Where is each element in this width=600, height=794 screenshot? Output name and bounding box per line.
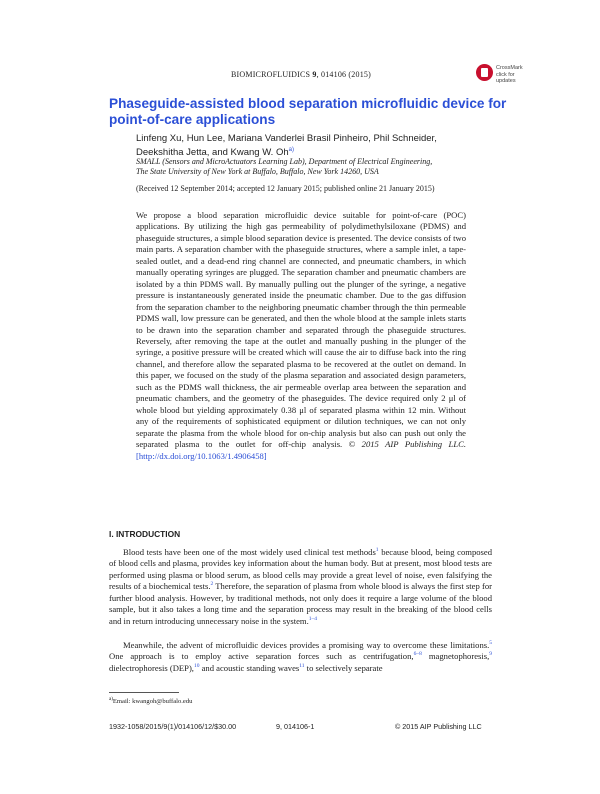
- text-run: dielectrophoresis (DEP),: [109, 662, 194, 673]
- crossmark-label: CrossMark: [496, 65, 523, 71]
- section-heading: I. INTRODUCTION: [109, 529, 181, 539]
- crossmark-sublabel: click for updates: [496, 71, 516, 84]
- crossmark-badge[interactable]: [476, 62, 534, 84]
- author-list: [136, 133, 486, 158]
- authors-line-2: Deekshitha Jetta, and Kwang W. Oh: [136, 146, 289, 158]
- text-run: Therefore, the separation of plasma from whole blood is always the first step for further blood analysis. However, by traditional methods, not only does it require a large volume of the blood sample, but it also takes a long time and the separation process may result in the breaking of the blood cells and in return introducing unnecessary noise in the system.: [109, 581, 492, 626]
- article-title: Phaseguide-assisted blood separation microfluidic device for point-of-care applications: [109, 96, 507, 127]
- text-run: Meanwhile, the advent of microfluidic devices provides a promising way to overcome these limitations.: [123, 640, 490, 650]
- crossmark-icon: [476, 64, 493, 81]
- text-run: magnetophoresis,: [421, 651, 490, 662]
- journal-header: [231, 70, 371, 79]
- citation-link[interactable]: 11: [299, 663, 305, 670]
- abstract-copyright: © 2015 AIP Publishing LLC.: [348, 439, 466, 450]
- journal-volume: 9: [312, 70, 317, 79]
- footer-copyright: © 2015 AIP Publishing LLC: [395, 722, 482, 731]
- received-dates: (Received 12 September 2014; accepted 12 January 2015; published online 21 January 2015): [136, 184, 435, 193]
- citation-link[interactable]: 6–8: [413, 651, 422, 658]
- intro-paragraph-2: [109, 640, 492, 674]
- footer-page-number: 9, 014106-1: [276, 722, 315, 731]
- footnote-email[interactable]: Email: kwangoh@buffalo.edu: [112, 698, 193, 706]
- text-run: One approach is to employ active separation forces such as centrifugation,: [109, 651, 414, 662]
- intro-paragraph-1: [109, 547, 492, 627]
- footnote: [109, 697, 192, 705]
- article-number: , 014106 (2015): [316, 70, 371, 79]
- journal-name: BIOMICROFLUIDICS: [231, 70, 311, 79]
- text-run: to selectively separate: [304, 662, 383, 673]
- citation-link[interactable]: 5: [489, 640, 492, 647]
- text-run: Blood tests have been one of the most widely used clinical test methods: [123, 547, 376, 557]
- footnote-divider: [109, 692, 179, 693]
- citation-link[interactable]: 1: [375, 547, 379, 554]
- author-footnote-link[interactable]: a): [288, 146, 294, 153]
- citation-link[interactable]: 1–4: [308, 615, 318, 622]
- citation-link[interactable]: 10: [193, 663, 200, 670]
- abstract: [136, 210, 466, 462]
- authors-line-1: Linfeng Xu, Hun Lee, Mariana Vanderlei Brasil Pinheiro, Phil Schneider,: [136, 133, 437, 144]
- abstract-text: We propose a blood separation microfluidic device suitable for point-of-care (POC) applications. By utilizing the high gas permeability of polydimethylsiloxane (PDMS) and phaseguide structures, a simple blood separation device is presented. The device consists of two main parts. A separation chamber with the phaseguide structures, where a sample inlet, a tape-sealed outlet, and a dead-end ring channel are connected, and pneumatic chambers, in which manually operating syringes are plugged. The separation chamber and pneumatic chambers are isolated by a thin PDMS wall. By manually pulling out the plunger of the syringe, a negative pressure is instantaneously generated inside the pneumatic chamber. Due to the gas diffusion from the separation chamber to the neighboring pneumatic chamber through the thin permeable PDMS wall, low pressure can be generated, and then the whole blood at the sample inlets starts to be drawn into the separation chamber and separated through the phaseguide structures. Reversely, after removing the tape at the outlet and manually pushing in the plunger of the syringe, a positive pressure will be created which will cause the air to diffuse back into the ring channel, and therefore allow the separated plasma to be recovered at the outlet on demand. In this paper, we focused on the study of the plasma separation and associated design parameters, such as the PDMS wall thickness, the air permeable overlap area between the separation and pneumatic chambers, and the geometry of the phaseguides. The device required only 2 μl of whole blood but yielding approximately 0.38 μl of separated plasma within 12 min. Without any of the requirements of sophisticated equipment or dilution techniques, we can not only separate the plasma from the whole blood for on-chip analysis but also can push out only the separated plasma to the outlet for off-chip analysis.: [136, 210, 466, 450]
- footer-issn: 1932-1058/2015/9(1)/014106/12/$30.00: [109, 722, 237, 731]
- affiliation: [136, 157, 486, 177]
- citation-link[interactable]: 9: [489, 651, 492, 658]
- text-run: and acoustic standing waves: [199, 662, 300, 673]
- footnote-marker: a): [109, 697, 113, 702]
- text-run: because blood, being composed of blood cells and plasma, provides key information about the human body. But at present, most blood tests are performed using plasma or blood serum, as blood cells may provide a great level of noise, even falsifying the results of a biochemical tests.: [109, 547, 493, 592]
- affiliation-line-2: The State University of New York at Buffalo, Buffalo, New York 14260, USA: [136, 167, 379, 176]
- affiliation-line-1: SMALL (Sensors and MicroActuators Learning Lab), Department of Electrical Engineering,: [136, 157, 433, 166]
- doi-link[interactable]: [http://dx.doi.org/10.1063/1.4906458]: [136, 450, 267, 461]
- citation-link[interactable]: 2: [210, 581, 214, 588]
